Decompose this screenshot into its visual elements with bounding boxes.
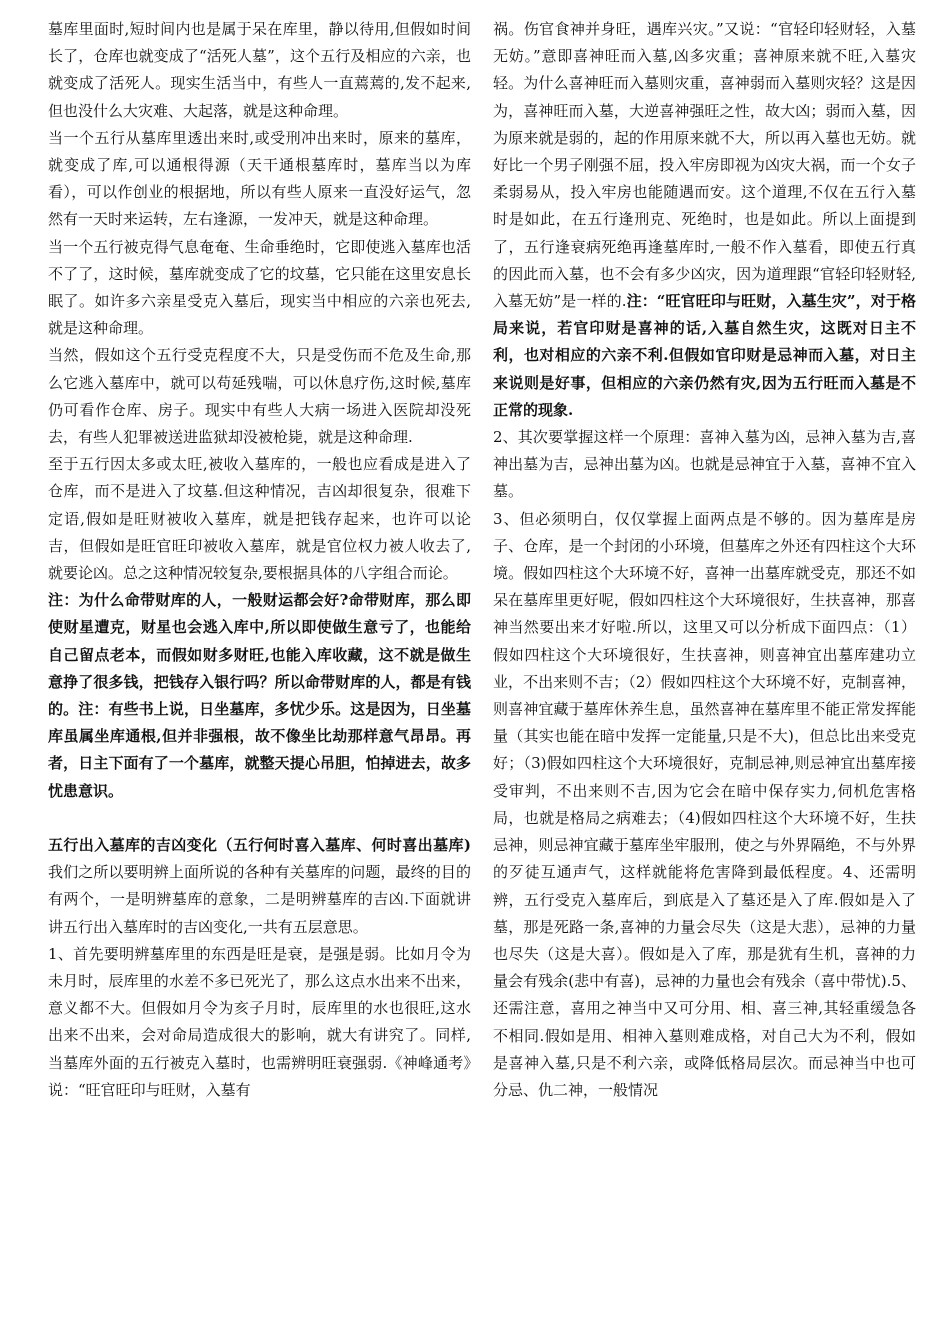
spacer [48,805,471,832]
right-column [493,16,916,1344]
paragraph: 当然，假如这个五行受克程度不大，只是受伤而不危及生命,那么它逃入墓库中，就可以苟延残喘，可以休息疗伤,这时候,墓库仍可看作仓库、房子。现实中有些人大病一场进入医院却没死去，有些人犯罪被送进监狱却没被枪毙，就是这种命理. [48,346,471,447]
paragraph-text: 祸。伤官食神并身旺，遇库兴灾。”又说：“官轻印轻财轻，入墓无妨。”意即喜神旺而入墓,凶多灾重；喜神原来就不旺,入墓灾轻。为什么喜神旺而入墓则灾重，喜神弱而入墓则灾轻？这是因为，喜神旺而入墓，大逆喜神强旺之性，故大凶；弱而入墓，因为原来就是弱的，起的作用原来就不大，所以再入墓也无妨。就好比一个男子刚强不屈，投入牢房即视为凶灾大祸，而一个女子柔弱易从，投入牢房也能随遇而安。这个道理,不仅在五行入墓时是如此，在五行逢刑克、死绝时，也是如此。所以上面提到了，五行逢衰病死绝再逢墓库时,一般不作入墓看，即使五行真的因此而入墓，也不会有多少凶灾，因为道理跟“官轻印轻财轻,入墓无妨”是一样的. [493,20,916,311]
section-paragraph [48,832,471,941]
paragraph: 3、但必须明白，仅仅掌握上面两点是不够的。因为墓库是房子、仓库，是一个封闭的小环境，但墓库之外还有四柱这个大环境。假如四柱这个大环境不好，喜神一出墓库就受克，那还不如呆在墓库里更好呢，假如四柱这个大环境很好，生扶喜神，那喜神当然要出来才好啦.所以，这里又可以分析成下面四点：（1）假如四柱这个大环境很好，生扶喜神，则喜神宜出墓库建功立业，不出来则不吉；（2）假如四柱这个大环境不好，克制喜神，则喜神宜藏于墓库休养生息，虽然喜神在墓库里不能正常发挥能量（其实也能在暗中发挥一定能量,只是不大)，但总比出来受克好；（3)假如四柱这个大环境很好，克制忌神,则忌神宜出墓库接受审判，不出来则不吉,因为它会在暗中保存实力,伺机危害格局，也就是格局之病难去；（4)假如四柱这个大环境不好，生扶忌神，则忌神宜藏于墓库坐牢服刑，使之与外界隔绝，不与外界的歹徒互通声气，这样就能将危害降到最低程度。4、还需明辨，五行受克入墓库后，到底是入了墓还是入了库.假如是入了墓，那是死路一条,喜神的力量会尽失（这是大悲），忌神的力量也尽失（这是大喜）。假如是入了库，那是犹有生机，喜神的力量会有残余(悲中有喜)，忌神的力量也会有残余（喜中带忧).5、还需注意，喜用之神当中又可分用、相、喜三神,其轻重缓急各不相同.假如是用、相神入墓则难成格，对自己大为不利，假如是喜神入墓,只是不利六亲，或降低格局层次。而忌神当中也可分忌、仇二神，一般情况 [493,509,916,1099]
paragraph: 当一个五行被克得气息奄奄、生命垂绝时，它即使逃入墓库也活不了了，这时候，墓库就变成了它的坟墓，它只能在这里安息长眠了。如许多六亲星受克入墓后，现实当中相应的六亲也死去,就是这种命理。 [48,237,471,338]
paragraph: 1、首先要明辨墓库里的东西是旺是衰，是强是弱。比如月令为未月时，辰库里的水差不多已死光了，那么这点水出来不出来，意义都不大。但假如月令为亥子月时，辰库里的水也很旺,这水出来不出来，会对命局造成很大的影响，就大有讲究了。同样,当墓库外面的五行被克入墓时，也需辨明旺衰强弱.《神峰通考》说：“旺官旺印与旺财，入墓有 [48,944,471,1099]
left-column [48,16,471,1344]
bold-note: 注：“旺官旺印与旺财，入墓生灾”，对于格局来说，若官印财是喜神的话,入墓自然生灾，这既对日主不利，也对相应的六亲不利.但假如官印财是忌神而入墓，对日主来说则是好事，但相应的六亲仍然有灾,因为五行旺而入墓是不正常的现象. [493,292,916,419]
paragraph: 墓库里面时,短时间内也是属于呆在库里，静以待用,但假如时间长了，仓库也就变成了“活死人墓”，这个五行及相应的六亲，也就变成了活死人。现实生活当中，有些人一直蔫蔫的,发不起来,但也没什么大灾难、大起落，就是这种命理。 [48,20,471,120]
paragraph: 至于五行因太多或太旺,被收入墓库的，一般也应看成是进入了仓库，而不是进入了坟墓.但这种情况，吉凶却很复杂，很难下定语,假如是旺财被收入墓库，就是把钱存起来，也许可以论吉，但假如是旺官旺印被收入墓库，就是官位权力被人收去了,就要论凶。总之这种情况较复杂,要根据具体的八字组合而论。 [48,455,471,583]
paragraph: 2、其次要掌握这样一个原理：喜神入墓为凶，忌神入墓为吉,喜神出墓为吉，忌神出墓为凶。也就是忌神宜于入墓，喜神不宜入墓。 [493,428,916,501]
paragraph: 当一个五行从墓库里透出来时,或受刑冲出来时，原来的墓库，就变成了库,可以通根得源（天干通根墓库时，墓库当以为库看），可以作创业的根据地，所以有些人原来一直没好运气，忽然有一天时来运转，左右逢源，一发冲天，就是这种命理。 [48,128,471,229]
paragraph [493,16,916,424]
section-intro: 我们之所以要明辨上面所说的各种有关墓库的问题，最终的目的有两个，一是明辨墓库的意象，二是明辨墓库的吉凶.下面就讲讲五行出入墓库时的吉凶变化,一共有五层意思。 [48,863,471,936]
section-heading: 五行出入墓库的吉凶变化（五行何时喜入墓库、何时喜出墓库) [48,835,471,854]
bold-note: 注：为什么命带财库的人，一般财运都会好?命带财库，那么即使财星遭克，财星也会逃入库中,所以即使做生意亏了，也能给自己留点老本，而假如财多财旺,也能入库收藏，这不就是做生意挣了很多钱，把钱存入银行吗？所以命带财库的人，都是有钱的。注：有些书上说，日坐墓库，多忧少乐。这是因为，日坐墓库虽属坐库通根,但并非强根，故不像坐比劫那样意气昂昂。再者，日主下面有了一个墓库，就整天提心吊胆，怕掉进去，故多忧患意识。 [48,591,471,800]
